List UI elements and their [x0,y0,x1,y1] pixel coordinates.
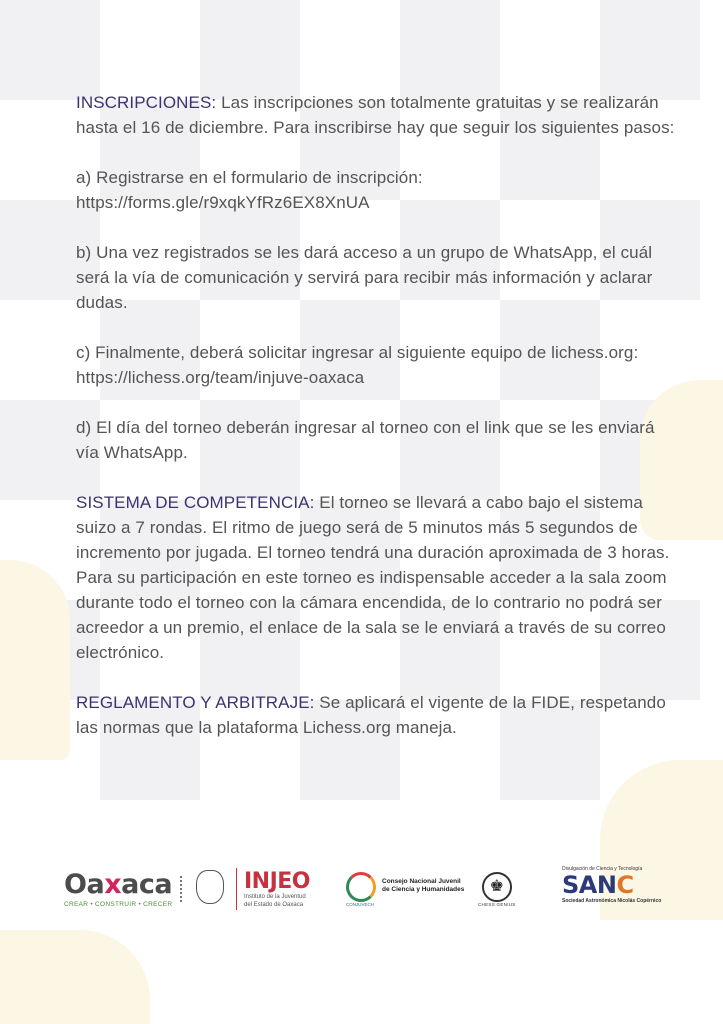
conjuvech-logo: CONJUVECH [346,872,376,907]
step-d [76,415,676,465]
section-label: INSCRIPCIONES: [76,93,217,112]
dotted-divider [180,876,184,902]
conjuvech-text: Consejo Nacional Juvenil de Ciencia y Humanidades [382,878,465,893]
chess-king-icon: ♚ [482,872,512,902]
step-a [76,165,676,215]
section-text: Las inscripciones son totalmente gratuitas y se realizarán hasta el 16 de diciembre. Para inscribirse hay que seguir los siguientes pasos: [76,93,675,137]
chess-piece-silhouette [0,560,70,760]
step-text: c) Finalmente, deberá solicitar ingresar al siguiente equipo de lichess.org: https://lichess.org/team/injuve-oaxaca [76,343,639,387]
section-inscripciones [76,90,676,140]
step-c [76,340,676,390]
section-label: REGLAMENTO Y ARBITRAJE: [76,693,315,712]
step-text: a) Registrarse en el formulario de inscripción: [76,168,423,187]
registration-link[interactable]: https://forms.gle/r9xqkYfRz6EX8XnUA [76,193,370,212]
step-text: b) Una vez registrados se les dará acceso a un grupo de WhatsApp, el cuál será la vía de comunicación y servirá para recibir más información y aclarar dudas. [76,243,653,312]
sponsor-logos [60,862,670,922]
injeo-logo: INJEO Instituto de la Juventud del Estado de Oaxaca [244,869,311,908]
tournament-info [76,90,676,765]
chess-piece-silhouette [0,930,150,1024]
step-b [76,240,676,315]
oaxaca-logo: Oaxaca CREAR • CONSTRUIR • CRECER [64,869,173,908]
section-label: SISTEMA DE COMPETENCIA: [76,493,315,512]
section-text: Se aplicará el vigente de la FIDE, respetando las normas que la plataforma Lichess.org maneja. [76,693,666,737]
section-reglamento [76,690,676,740]
chess-club-logo: ♚ CHESS GENIUS [478,872,516,907]
state-seal-icon [196,870,224,904]
section-text: El torneo se llevará a cabo bajo el sistema suizo a 7 rondas. El ritmo de juego será de 5 minutos más 5 segundos de incremento por jugada. El torneo tendrá una duración aproximada de 3 horas. Para su participación en este torneo es indispensable acceder a la sala zoom durante todo el torneo con la cámara encendida, de lo contrario no podrá ser acreedor a un premio, el enlace de la sala se le enviará a través de su correo electrónico. [76,493,670,662]
red-divider [236,868,237,910]
section-sistema-competencia [76,490,676,665]
sanc-logo: Divulgación de Ciencia y Tecnología SANC Sociedad Astronómica Nicolás Copérnico [562,866,662,904]
step-text: d) El día del torneo deberán ingresar al torneo con el link que se les enviará vía WhatsApp. [76,418,655,462]
conjuvech-ring-icon [346,872,376,902]
